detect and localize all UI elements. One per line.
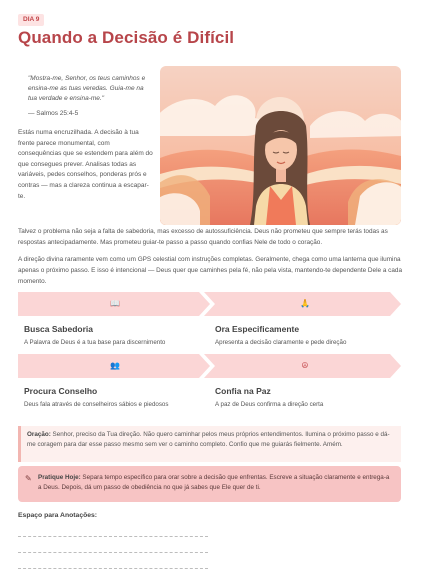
hero-illustration xyxy=(160,66,401,225)
practice-text xyxy=(38,473,393,493)
verse-text: "Mostra-me, Senhor, os teus caminhos e ensina-me as tuas veredas. Guia-me na tua verdade e ensina-me." xyxy=(28,75,146,102)
prayer-text xyxy=(27,430,397,450)
book-icon: 📖 xyxy=(110,299,120,308)
step-desc-4: A paz de Deus confirma a direção certa xyxy=(215,401,324,408)
prayer-body: Senhor, preciso da Tua direção. Não quero caminhar pelos meus próprios entendimentos. Ilumina o próximo passo e dá-me coragem para dar esse passo mesmo sem ver o caminho completo. Confio que me guiarás fielmente. Amém. xyxy=(27,431,390,448)
people-icon: 👥 xyxy=(110,361,120,370)
step-desc-1: A Palavra de Deus é a tua base para discernimento xyxy=(24,339,166,346)
praying-hands-icon: 🙏 xyxy=(300,299,310,308)
note-line[interactable] xyxy=(18,568,208,569)
prayer-label: Oração: xyxy=(27,431,51,438)
body-paragraph-2: A direção divina raramente vem como um GPS celestial com instruções completas. Geralmente, chega como uma lanterna que ilumina apenas o próximo passo. E isso é intencional — Deus quer que caminhes pela fé, não pela vista, mantendo-te dependente Dele a cada momento. xyxy=(18,256,403,285)
verse-reference: — Salmos 25:4-5 xyxy=(28,110,79,117)
steps-arrow-band-1 xyxy=(18,292,401,316)
page-title: Quando a Decisão é Difícil xyxy=(18,28,235,47)
step-desc-2: Apresenta a decisão claramente e pede direção xyxy=(215,339,347,346)
day-badge: DIA 9 xyxy=(18,14,44,26)
prayer-accent-bar xyxy=(18,426,21,462)
step-title-4: Confia na Paz xyxy=(215,386,271,396)
step-title-2: Ora Especificamente xyxy=(215,324,300,334)
practice-label: Pratique Hoje: xyxy=(38,474,81,481)
pencil-icon: ✎ xyxy=(25,474,32,483)
verse-block xyxy=(28,74,153,117)
body-paragraph-1: Talvez o problema não seja a falta de sabedoria, mas excesso de autossuficiência. Deus não prometeu que sempre terás todas as respostas antecipadamente. Mas prometeu guiar-te passo a passo quando confias Nele de todo o coração. xyxy=(18,228,388,246)
notes-label: Espaço para Anotações: xyxy=(18,512,98,519)
intro-paragraph: Estás numa encruzilhada. A decisão à tua frente parece monumental, com consequências que se estendem para além do que consegues prever. Analisas todas as variáveis, pedes conselhos, ponderas prós e contras — mas a clareza continua a escapar-te. xyxy=(18,129,153,200)
note-line[interactable] xyxy=(18,536,208,537)
prayer-box xyxy=(18,426,401,462)
note-line[interactable] xyxy=(18,552,208,553)
step-title-1: Busca Sabedoria xyxy=(24,324,93,334)
peace-icon: ☮ xyxy=(301,361,309,370)
woman-crossroads-illustration xyxy=(160,66,401,225)
step-title-3: Procura Conselho xyxy=(24,386,98,396)
practice-body: Separa tempo específico para orar sobre a decisão que enfrentas. Escreve a situação claramente e entrega-a a Deus. Depois, dá um passo de obediência no que já sabes que Ele quer de ti. xyxy=(38,474,390,491)
step-desc-3: Deus fala através de conselheiros sábios e piedosos xyxy=(24,401,169,408)
steps-arrow-band-2 xyxy=(18,354,401,378)
practice-box xyxy=(18,466,401,502)
